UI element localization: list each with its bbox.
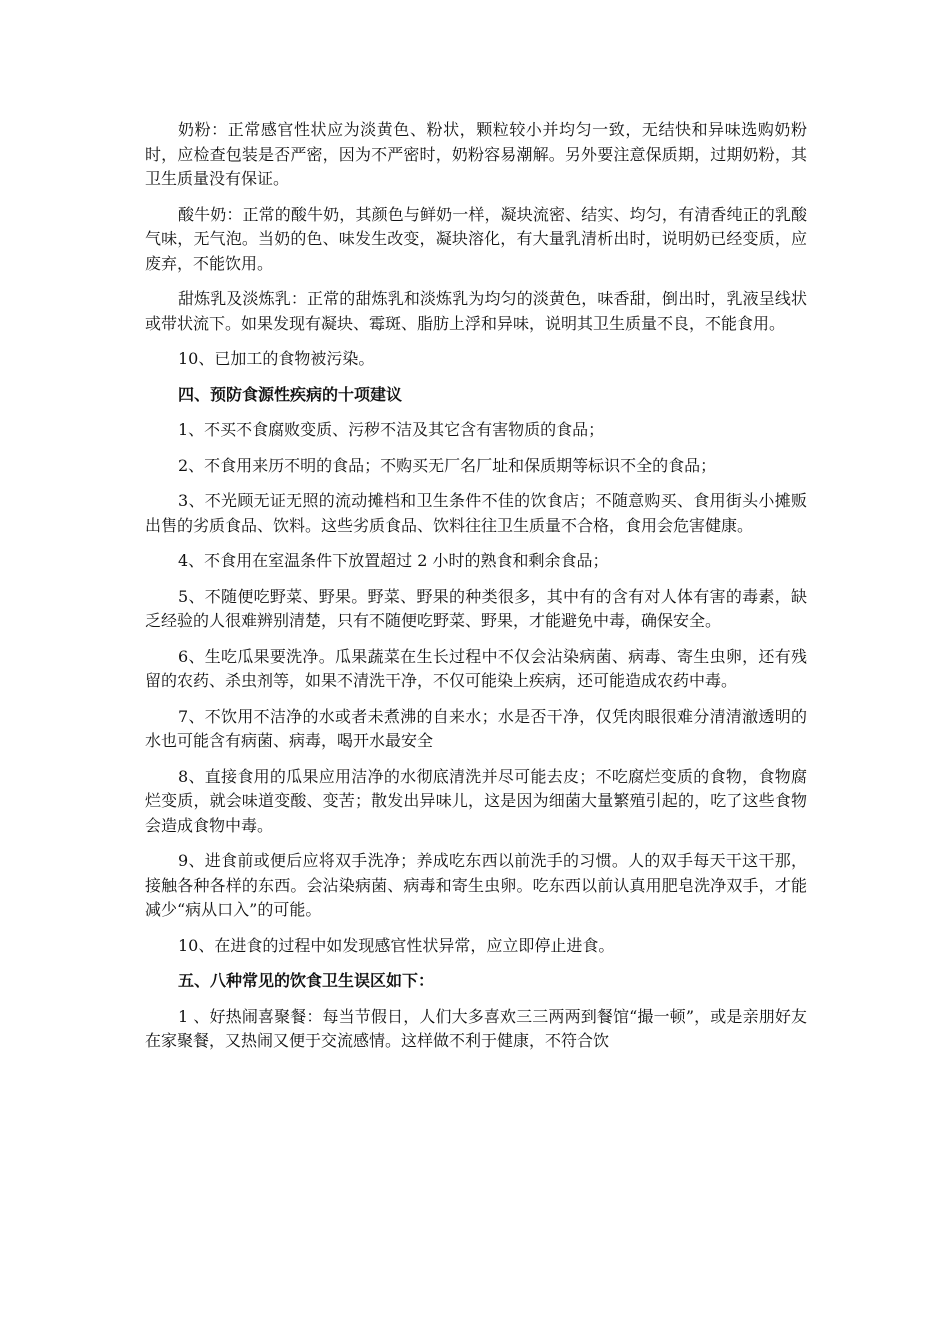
list-item-7: 7、不饮用不洁净的水或者未煮沸的自来水；水是否干净，仅凭肉眼很难分清清澈透明的水也可能含有病菌、病毒，喝开水最安全	[145, 706, 807, 750]
list-item-9: 9、进食前或便后应将双手洗净；养成吃东西以前洗手的习惯。人的双手每天干这干那，接触各种各样的东西。会沾染病菌、病毒和寄生虫卵。吃东西以前认真用肥皂洗净双手，才能减少“病从口入”的可能。	[145, 851, 807, 919]
list-item-2: 2、不食用来历不明的食品；不购买无厂名厂址和保质期等标识不全的食品；	[178, 455, 717, 475]
list-item-4: 4、不食用在室温条件下放置超过 2 小时的熟食和剩余食品；	[178, 551, 609, 570]
list-item-8: 8、直接食用的瓜果应用洁净的水彻底清洗并尽可能去皮；不吃腐烂变质的食物，食物腐烂变质，就会味道变酸、变苦；散发出异味儿，这是因为细菌大量繁殖引起的，吃了这些食物会造成食物中毒。	[145, 766, 807, 835]
list-item-3: 3、不光顾无证无照的流动摊档和卫生条件不佳的饮食店；不随意购买、食用街头小摊贩出售的劣质食品、饮料。这些劣质食品、饮料往往卫生质量不合格，食用会危害健康。	[145, 491, 807, 535]
document-body	[145, 118, 807, 1065]
section-heading-five: 五、八种常见的饮食卫生误区如下：	[178, 971, 435, 990]
paragraph-condensed-milk: 甜炼乳及淡炼乳：正常的甜炼乳和淡炼乳为均匀的淡黄色，味香甜，倒出时，乳液呈线状或带状流下。如果发现有凝块、霉斑、脂肪上浮和异味，说明其卫生质量不良，不能食用。	[145, 289, 807, 333]
list-item-10: 10、在进食的过程中如发现感官性状异常，应立即停止进食。	[178, 935, 615, 955]
section-heading-four: 四、预防食源性疾病的十项建议	[178, 384, 403, 404]
misconception-item-1: 1 、好热闹喜聚餐：每当节假日，人们大多喜欢三三两两到餐馆“撮一顿”，或是亲朋好友在家聚餐，又热闹又便于交流感情。这样做不利于健康，不符合饮	[145, 1006, 807, 1050]
list-item-5: 5、不随便吃野菜、野果。野菜、野果的种类很多，其中有的含有对人体有害的毒素，缺乏经验的人很难辨别清楚，只有不随便吃野菜、野果，才能避免中毒，确保安全。	[145, 586, 807, 630]
paragraph-milk-powder: 奶粉：正常感官性状应为淡黄色、粉状，颗粒较小并均匀一致，无结快和异味选购奶粉时，应检查包装是否严密，因为不严密时，奶粉容易潮解。另外要注意保质期，过期奶粉，其卫生质量没有保证。	[145, 120, 807, 188]
list-item-1: 1、不买不食腐败变质、污秽不洁及其它含有害物质的食品；	[178, 420, 605, 439]
paragraph-item-10-contamination: 10、已加工的食物被污染。	[178, 349, 375, 368]
list-item-6: 6、生吃瓜果要洗净。瓜果蔬菜在生长过程中不仅会沾染病菌、病毒、寄生虫卵，还有残留的农药、杀虫剂等，如果不清洗干净，不仅可能染上疾病，还可能造成农药中毒。	[145, 646, 807, 690]
paragraph-yogurt: 酸牛奶：正常的酸牛奶，其颜色与鲜奶一样，凝块流密、结实、均匀，有清香纯正的乳酸气味，无气泡。当奶的色、味发生改变，凝块溶化，有大量乳清析出时，说明奶已经变质，应废弃，不能饮用。	[145, 204, 807, 273]
